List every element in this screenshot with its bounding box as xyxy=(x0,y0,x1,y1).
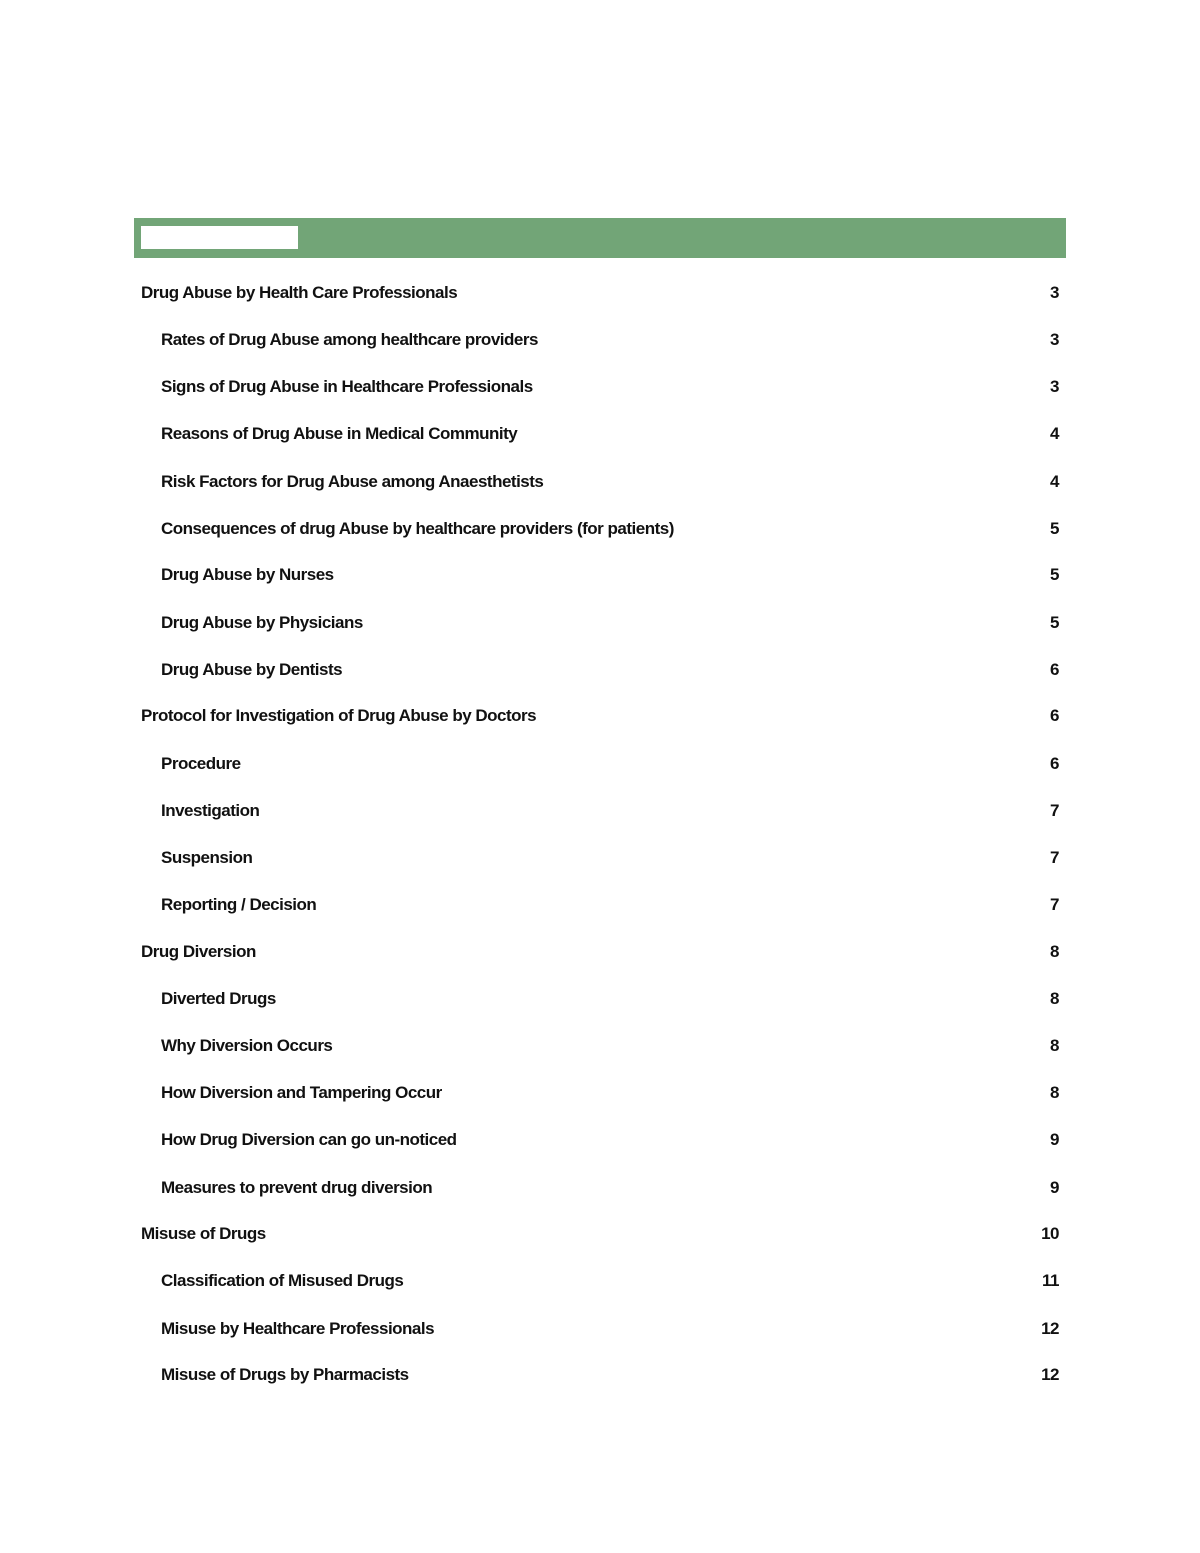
toc-entry[interactable] xyxy=(161,657,1059,683)
toc-entry-page: 8 xyxy=(1050,942,1059,961)
toc-entry[interactable] xyxy=(141,939,1059,965)
toc-entry-page: 3 xyxy=(1050,330,1059,349)
toc-entry[interactable] xyxy=(161,1316,1059,1342)
toc-entry-page: 9 xyxy=(1050,1178,1059,1197)
toc-entry-page: 5 xyxy=(1050,613,1059,632)
toc-entry-label: Procedure xyxy=(161,754,241,773)
toc-entry-page: 8 xyxy=(1050,1083,1059,1102)
toc-entry[interactable] xyxy=(161,845,1059,871)
toc-entry-page: 12 xyxy=(1041,1319,1059,1338)
toc-entry[interactable] xyxy=(141,280,1059,306)
toc-entry-label: Investigation xyxy=(161,801,260,820)
toc-entry-page: 6 xyxy=(1050,706,1059,725)
toc-entry-page: 4 xyxy=(1050,472,1059,491)
toc-entry-page: 7 xyxy=(1050,895,1059,914)
toc-entry-label: Rates of Drug Abuse among healthcare providers xyxy=(161,330,538,349)
toc-entry-label: How Diversion and Tampering Occur xyxy=(161,1083,442,1102)
toc-entry-page: 4 xyxy=(1050,424,1059,443)
toc-entry-page: 11 xyxy=(1042,1271,1059,1290)
toc-entry-page: 7 xyxy=(1050,801,1059,820)
toc-entry[interactable] xyxy=(161,892,1059,918)
toc-entry-label: Misuse by Healthcare Professionals xyxy=(161,1319,435,1338)
toc-entry[interactable] xyxy=(141,1221,1059,1247)
toc-entry-page: 6 xyxy=(1050,754,1059,773)
toc-entry[interactable] xyxy=(161,610,1059,636)
toc-entry[interactable] xyxy=(161,798,1059,824)
toc-entry[interactable] xyxy=(161,1033,1059,1059)
toc-entry-page: 3 xyxy=(1050,283,1059,302)
toc-entry-page: 8 xyxy=(1050,989,1059,1008)
toc-entry-page: 6 xyxy=(1050,660,1059,679)
toc-entry[interactable] xyxy=(161,516,1059,542)
toc-entry-label: Drug Abuse by Nurses xyxy=(161,565,334,584)
toc-entry-page: 8 xyxy=(1050,1036,1059,1055)
toc-entry-label: Risk Factors for Drug Abuse among Anaesthetists xyxy=(161,472,544,491)
toc-entry-label: Drug Diversion xyxy=(141,942,256,961)
toc-entry-page: 5 xyxy=(1050,565,1059,584)
toc-entry-label: Consequences of drug Abuse by healthcare providers (for patients) xyxy=(161,519,674,538)
toc-entry[interactable] xyxy=(141,703,1059,729)
toc-entry-label: Drug Abuse by Dentists xyxy=(161,660,343,679)
toc-entry-label: Misuse of Drugs by Pharmacists xyxy=(161,1365,409,1384)
toc-entry-label: Protocol for Investigation of Drug Abuse by Doctors xyxy=(141,706,537,725)
toc-entry[interactable] xyxy=(161,1175,1059,1201)
toc-entry-label: Drug Abuse by Health Care Professionals xyxy=(141,283,458,302)
toc-entry-label: Drug Abuse by Physicians xyxy=(161,613,363,632)
toc-entry[interactable] xyxy=(161,1127,1059,1153)
toc-entry-label: Diverted Drugs xyxy=(161,989,276,1008)
toc-entry-page: 3 xyxy=(1050,377,1059,396)
toc-entry-page: 7 xyxy=(1050,848,1059,867)
toc-entry[interactable] xyxy=(161,1080,1059,1106)
toc-entry-label: Reporting / Decision xyxy=(161,895,317,914)
toc-entry-label: How Drug Diversion can go un-noticed xyxy=(161,1130,457,1149)
toc-entry[interactable] xyxy=(161,469,1059,495)
toc-entry[interactable] xyxy=(161,374,1059,400)
toc-entry-page: 5 xyxy=(1050,519,1059,538)
toc-entry[interactable] xyxy=(161,421,1059,447)
toc-entry-page: 10 xyxy=(1041,1224,1059,1243)
toc-entry[interactable] xyxy=(161,1362,1059,1388)
toc-entry[interactable] xyxy=(161,327,1059,353)
toc-entry-label: Misuse of Drugs xyxy=(141,1224,266,1243)
toc-entry-page: 9 xyxy=(1050,1130,1059,1149)
toc-entry-label: Signs of Drug Abuse in Healthcare Professionals xyxy=(161,377,533,396)
toc-entry-page: 12 xyxy=(1041,1365,1059,1384)
toc-entry[interactable] xyxy=(161,751,1059,777)
toc-entry[interactable] xyxy=(161,986,1059,1012)
toc-entry-label: Classification of Misused Drugs xyxy=(161,1271,404,1290)
toc-entry[interactable] xyxy=(161,562,1059,588)
toc-entry-label: Measures to prevent drug diversion xyxy=(161,1178,433,1197)
toc-entry-label: Reasons of Drug Abuse in Medical Community xyxy=(161,424,518,443)
toc-entry-label: Suspension xyxy=(161,848,253,867)
toc-entry[interactable] xyxy=(161,1268,1059,1294)
toc-entry-label: Why Diversion Occurs xyxy=(161,1036,333,1055)
